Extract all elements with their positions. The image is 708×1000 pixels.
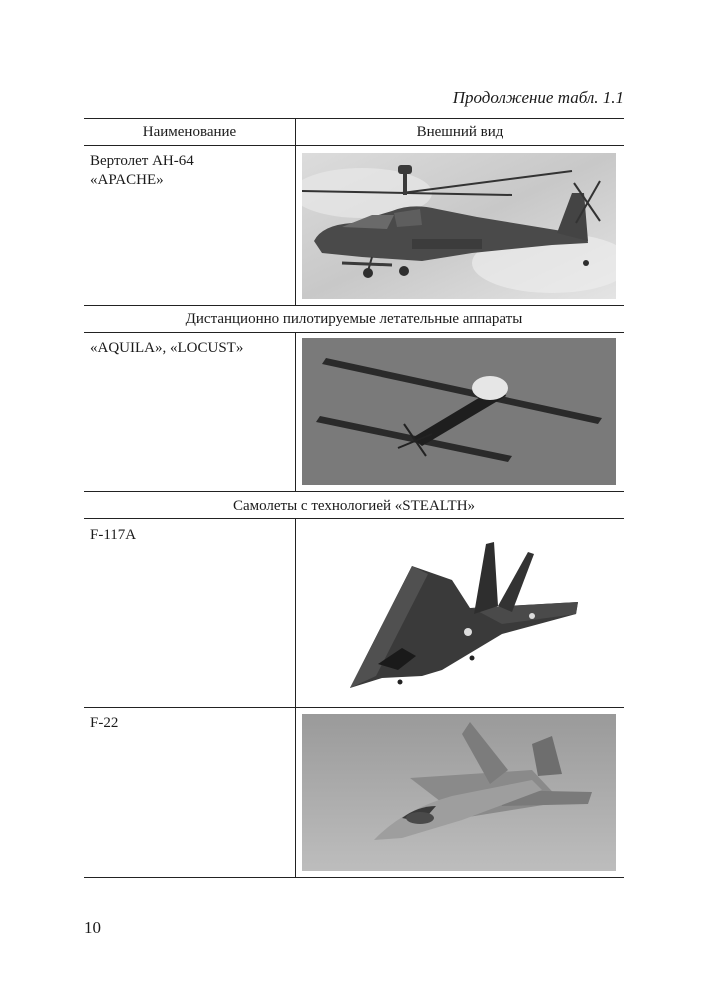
name-line: «AQUILA», «LOCUST» xyxy=(90,340,244,356)
header-rule xyxy=(84,145,624,146)
row-name-f117 xyxy=(90,526,136,545)
name-line: F-117A xyxy=(90,527,137,543)
page-number: 10 xyxy=(84,918,101,937)
row-rule xyxy=(84,305,624,306)
column-divider xyxy=(295,518,296,877)
row-rule xyxy=(84,491,624,492)
header-name: Наименование xyxy=(142,124,237,140)
row-rule xyxy=(84,707,624,708)
table-bottom-rule xyxy=(84,877,624,878)
row-rule xyxy=(84,518,624,519)
row-name-apache xyxy=(90,152,194,190)
f117-photo xyxy=(302,528,616,700)
header-appearance: Внешний вид xyxy=(416,124,504,140)
row-rule xyxy=(84,332,624,333)
row-name-f22 xyxy=(90,714,118,733)
column-divider xyxy=(295,118,296,305)
name-line: «APACHE» xyxy=(90,172,164,188)
section-uav: Дистанционно пилотируемые летательные аппараты xyxy=(185,311,523,327)
name-line: Вертолет АН-64 xyxy=(90,153,194,169)
table-top-rule xyxy=(84,118,624,119)
row-name-drones xyxy=(90,339,243,358)
f22-photo xyxy=(302,714,616,871)
drone-photo xyxy=(302,338,616,485)
section-stealth: Самолеты с технологией «STEALTH» xyxy=(232,498,476,514)
column-divider xyxy=(295,332,296,491)
name-line: F-22 xyxy=(90,715,119,731)
apache-helicopter-photo xyxy=(302,153,616,299)
table-caption: Продолжение табл. 1.1 xyxy=(452,88,624,107)
